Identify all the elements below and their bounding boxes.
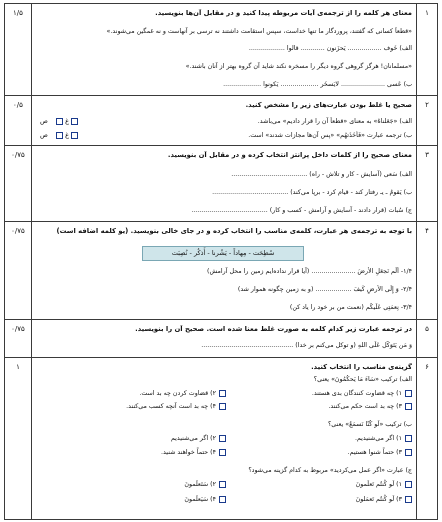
true-checkbox[interactable]	[71, 118, 78, 125]
question-3	[5, 146, 437, 222]
score-cell: ۰/۵	[5, 96, 32, 145]
option-checkbox[interactable]	[405, 496, 412, 503]
question-6	[5, 358, 437, 519]
question-title: گزینه‌ی مناسب را انتخاب کنید.	[311, 363, 412, 371]
mcq-option[interactable]: ۴) چه بد است آنچه کسب می‌کنند.	[126, 402, 226, 411]
answer-line[interactable]: ب) عَسی ...................... لایَسخَر ................... یَکونوا ...................	[223, 81, 412, 88]
fill-blank-line[interactable]: ۲/۴- وَ إِلَی الأَرضِ کَیفَ .................. (و به زمین چگونه هموار شد)	[237, 286, 412, 293]
verse-translation: «مسلمانان! هرگز گروهی گروه دیگر را مسخره نکند شاید آن گروه بهتر از آنان باشند.»	[185, 63, 412, 70]
question-number: ۱	[416, 4, 437, 95]
mcq-stem: ب) ترکیب «لَو کُنّا نَسمَعُ» یعنی؟	[327, 421, 412, 428]
false-checkbox[interactable]	[56, 118, 63, 125]
score-cell: ۰/۷۵	[5, 146, 32, 221]
option-checkbox[interactable]	[219, 481, 226, 488]
mcq-option[interactable]: ۴) حتماً خواهند شنید.	[161, 448, 226, 457]
question-body	[32, 96, 416, 145]
option-checkbox[interactable]	[219, 496, 226, 503]
true-false-choice	[40, 117, 80, 126]
mcq-option[interactable]: ۱) اگر می‌شنیدیم.	[355, 434, 412, 443]
answer-line[interactable]: ج) سُبات (قرار دادند - آسایش و آرامش - کسب و کار) ......................................	[191, 207, 412, 214]
option-checkbox[interactable]	[405, 390, 412, 397]
question-number: ۳	[416, 146, 437, 221]
question-body	[32, 320, 416, 357]
question-title: معنای صحیح را از کلمات داخل پرانتز انتخاب کرده و در مقابل آن بنویسید.	[167, 151, 412, 159]
question-body	[32, 146, 416, 221]
false-checkbox[interactable]	[56, 132, 63, 139]
option-checkbox[interactable]	[405, 481, 412, 488]
question-body	[32, 358, 416, 519]
verse-translation: «قطعاً کسانی که گفتند، پروردگار ما تنها خداست، سپس استقامت داشتند نه ترسی بر آنهاست و نه غمگین می‌شوند.»	[106, 28, 412, 35]
mcq-stem: ج) عبارت «اگر عمل می‌کردید» مربوط به کدام گزینه می‌شود؟	[248, 467, 412, 474]
true-label: ص	[40, 117, 48, 125]
fill-blank-line[interactable]: ۱/۴- أَلَم نَجعَلِ الأَرضَ ...................... (آیا قرار نداده‌ایم زمین را محل آرامش)	[207, 268, 412, 275]
question-2	[5, 96, 437, 146]
question-5	[5, 320, 437, 358]
mcq-option[interactable]: ۱) لَو کُنتُم تَعلَمونَ	[356, 480, 412, 489]
option-checkbox[interactable]	[219, 390, 226, 397]
answer-line[interactable]: وَ مَن یَتَوَکَّل عَلَی اللهِ (و توکل می‌کنم بر خدا) ..............................................	[201, 342, 412, 349]
true-label: ص	[40, 131, 48, 139]
false-label: غ	[65, 131, 69, 139]
option-checkbox[interactable]	[405, 449, 412, 456]
score-cell: ۰/۷۵	[5, 320, 32, 357]
statement: ب) ترجمه عبارت «فَأَخَذَتهُم» «پس آن‌ها مجازات شدند» است.	[248, 132, 412, 139]
mcq-option[interactable]: ۱) چه قضاوت کنندگان بدی هستند.	[312, 389, 412, 398]
mcq-option[interactable]: ۳) چه بد است حکم می‌کنند.	[328, 402, 412, 411]
statement: الف) «جَعَلناهُ» به معنای «قطعاً آن را قرار دادیم» می‌باشد.	[257, 118, 412, 125]
option-checkbox[interactable]	[219, 449, 226, 456]
mcq-stem: الف) ترکیب «سَاءَ مَا یَحکُمُونَ» یعنی؟	[313, 376, 412, 383]
question-number: ۵	[416, 320, 437, 357]
question-number: ۴	[416, 222, 437, 319]
option-checkbox[interactable]	[405, 403, 412, 410]
answer-line[interactable]: الف) سَعی (آسایش - کار و تلاش - راه) ......................................	[231, 171, 412, 178]
question-body	[32, 4, 416, 95]
question-title: صحیح یا غلط بودن عبارت‌های زیر را مشخص کنید.	[245, 101, 412, 109]
false-label: غ	[65, 117, 69, 125]
exam-sheet	[4, 3, 438, 520]
question-body	[32, 222, 416, 319]
question-number: ۶	[416, 358, 437, 519]
mcq-option[interactable]: ۲) اگر می‌شنیدیم	[171, 434, 226, 443]
word-bank: سُطِحَت - مِهاداً - یَشُرنا - أَذکُر - نُصِبَت	[142, 246, 304, 261]
option-checkbox[interactable]	[219, 403, 226, 410]
score-cell: ۱	[5, 358, 32, 519]
score-cell: ۰/۷۵	[5, 222, 32, 319]
option-checkbox[interactable]	[219, 435, 226, 442]
question-title: معنای هر کلمه را از ترجمه‌ی آیات مربوطه پیدا کنید و در مقابل آن‌ها بنویسید.	[155, 9, 412, 17]
question-title: با توجه به ترجمه‌ی هر عبارت، کلمه‌ی مناسب را انتخاب کرده و در جای خالی بنویسید. (یو کلمه اضافه است)	[56, 227, 412, 235]
question-4	[5, 222, 437, 320]
mcq-option[interactable]: ۳) حتماً شنوا هستیم.	[348, 448, 412, 457]
question-1	[5, 4, 437, 96]
answer-line[interactable]: الف) خَوف ................. یَحزَنون ............ قالوا ..................	[248, 45, 412, 52]
fill-blank-line[interactable]: ۳/۴- نِعمَتِی عَلَیکُم (نعمت من بر خود را یاد کن)	[289, 304, 412, 311]
question-title: در ترجمه عبارت زیر کدام کلمه به صورت غلط معنا شده است. صحیح آن را بنویسید.	[135, 325, 412, 333]
question-number: ۲	[416, 96, 437, 145]
mcq-option[interactable]: ۴) سَیَعلَمونَ	[184, 495, 226, 504]
mcq-option[interactable]: ۳) لَو کُنتُم تَعمَلونَ	[356, 495, 412, 504]
true-false-choice	[40, 131, 80, 140]
option-checkbox[interactable]	[405, 435, 412, 442]
mcq-option[interactable]: ۲) قضاوت کردن چه بد است.	[139, 389, 226, 398]
answer-line[interactable]: ب) یَقومُ ـ یـ رفتار کند - قیام کرد - برپا می‌کند) ......................................	[212, 189, 412, 196]
score-cell: ۱/۵	[5, 4, 32, 95]
true-checkbox[interactable]	[71, 132, 78, 139]
mcq-option[interactable]: ۲) سَتَعلَمونَ	[184, 480, 226, 489]
